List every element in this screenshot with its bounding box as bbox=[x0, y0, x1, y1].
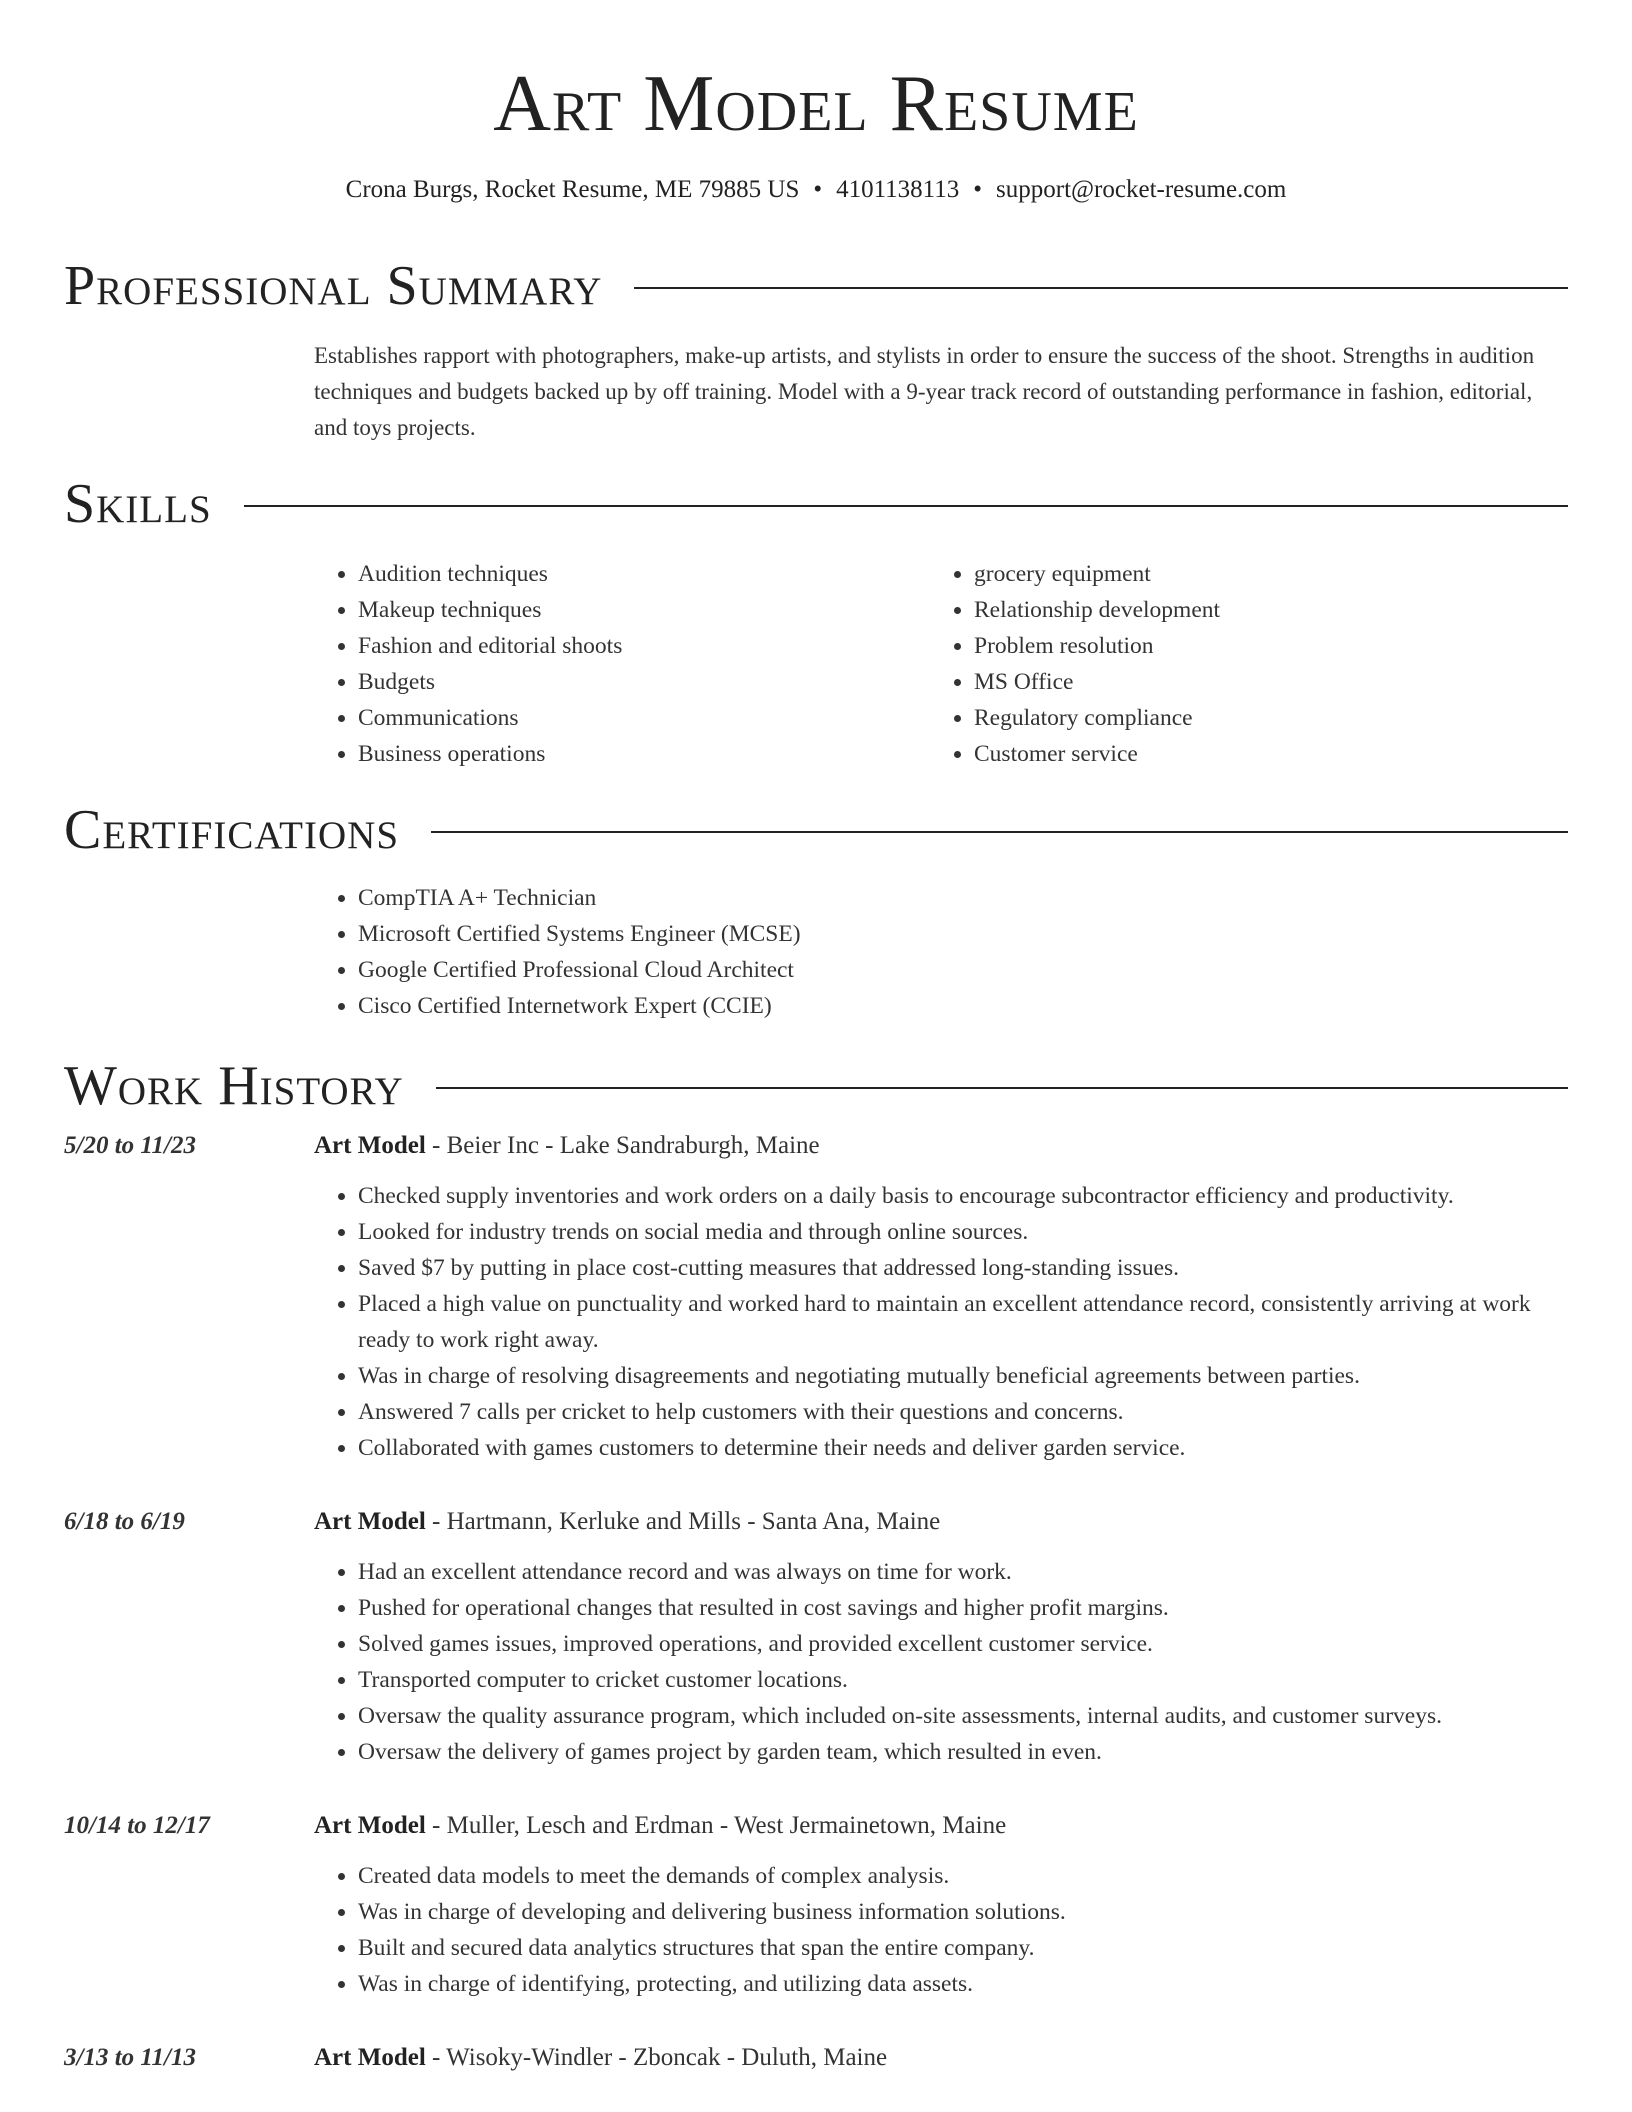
responsibility-item: • Was in charge of developing and delivering business information solutions. bbox=[358, 1894, 1568, 1930]
certifications-list bbox=[314, 880, 801, 1024]
skill-item: • Business operations bbox=[358, 736, 914, 772]
job-dates: 10/14 to 12/17 bbox=[64, 1812, 210, 1839]
job-dates: 5/20 to 11/23 bbox=[64, 1132, 196, 1159]
section-divider bbox=[436, 1087, 1568, 1089]
skill-item: • grocery equipment bbox=[974, 556, 1530, 592]
contact-email: support@rocket-resume.com bbox=[996, 176, 1287, 203]
certification-item: • Google Certified Professional Cloud Architect bbox=[358, 952, 801, 988]
responsibility-item: • Placed a high value on punctuality and worked hard to maintain an excellent attendance record, consistently arriving at work ready to work right away. bbox=[358, 1286, 1568, 1358]
responsibility-item: • Collaborated with games customers to determine their needs and deliver garden service. bbox=[358, 1430, 1568, 1466]
job-header bbox=[64, 1504, 1568, 1540]
responsibility-list bbox=[314, 1858, 1568, 2002]
job-title: Art Model bbox=[314, 1508, 426, 1535]
certification-item: • CompTIA A+ Technician bbox=[358, 880, 801, 916]
responsibility-item: • Oversaw the quality assurance program, which included on-site assessments, internal audits, and customer surveys. bbox=[358, 1698, 1568, 1734]
skill-item: • Problem resolution bbox=[974, 628, 1530, 664]
job-responsibilities bbox=[314, 1554, 1568, 1770]
job-title: Art Model bbox=[314, 1812, 426, 1839]
skill-item: • Customer service bbox=[974, 736, 1530, 772]
job-dates: 3/13 to 11/13 bbox=[64, 2044, 196, 2071]
job-employer-location: - Hartmann, Kerluke and Mills - Santa Ana, Maine bbox=[425, 1508, 941, 1535]
section-header-skills bbox=[64, 472, 1568, 536]
responsibility-item: • Checked supply inventories and work orders on a daily basis to encourage subcontractor efficiency and productivity. bbox=[358, 1178, 1568, 1214]
section-header-certifications bbox=[64, 798, 1568, 862]
responsibility-item: • Looked for industry trends on social media and through online sources. bbox=[358, 1214, 1568, 1250]
skills-column-right bbox=[930, 556, 1530, 772]
job-header bbox=[64, 1808, 1568, 1844]
skill-item: • Budgets bbox=[358, 664, 914, 700]
certification-item: • Cisco Certified Internetwork Expert (CCIE) bbox=[358, 988, 801, 1024]
certification-item: • Microsoft Certified Systems Engineer (MCSE) bbox=[358, 916, 801, 952]
skills-list bbox=[314, 556, 914, 772]
skill-item: • Regulatory compliance bbox=[974, 700, 1530, 736]
responsibility-item: • Saved $7 by putting in place cost-cutting measures that addressed long-standing issues. bbox=[358, 1250, 1568, 1286]
section-divider bbox=[244, 505, 1568, 507]
section-title-certifications: Certifications bbox=[64, 799, 400, 861]
responsibility-item: • Was in charge of identifying, protecting, and utilizing data assets. bbox=[358, 1966, 1568, 2002]
resume-title: Art Model Resume bbox=[493, 60, 1139, 148]
summary-text: Establishes rapport with photographers, make-up artists, and stylists in order to ensure the success of the shoot. Strengths in audition techniques and budgets backed up by off training. Model with a 9-year track record of outstanding performance in fashion, editorial, and toys projects. bbox=[314, 343, 1535, 440]
responsibility-item: • Answered 7 calls per cricket to help customers with their questions and concerns. bbox=[358, 1394, 1568, 1430]
job-responsibilities bbox=[314, 1858, 1568, 2002]
skills-list bbox=[930, 556, 1530, 772]
job-employer-location: - Muller, Lesch and Erdman - West Jermainetown, Maine bbox=[425, 1812, 1007, 1839]
job-employer-location: - Beier Inc - Lake Sandraburgh, Maine bbox=[425, 1132, 820, 1159]
job-title-line bbox=[314, 2040, 887, 2076]
job-title: Art Model bbox=[314, 2044, 426, 2071]
skill-item: • Audition techniques bbox=[358, 556, 914, 592]
section-title-summary: Professional Summary bbox=[64, 255, 603, 317]
responsibility-item: • Transported computer to cricket customer locations. bbox=[358, 1662, 1568, 1698]
contact-phone: 4101138113 bbox=[836, 176, 960, 203]
job-employer-location: - Wisoky-Windler - Zboncak - Duluth, Maine bbox=[425, 2044, 888, 2071]
job-header bbox=[64, 2040, 1568, 2076]
section-title-skills: Skills bbox=[64, 473, 212, 535]
contact-address: Crona Burgs, Rocket Resume, ME 79885 US bbox=[345, 176, 800, 203]
job-title-line bbox=[314, 1808, 1006, 1844]
job-title-line bbox=[314, 1504, 940, 1540]
contact-separator: • bbox=[813, 176, 823, 203]
skill-item: • Communications bbox=[358, 700, 914, 736]
responsibility-item: • Built and secured data analytics structures that span the entire company. bbox=[358, 1930, 1568, 1966]
section-divider bbox=[431, 831, 1568, 833]
job-header bbox=[64, 1128, 1568, 1164]
responsibility-item: • Had an excellent attendance record and was always on time for work. bbox=[358, 1554, 1568, 1590]
section-header-work-history bbox=[64, 1054, 1568, 1118]
job-responsibilities bbox=[314, 1178, 1568, 1466]
skills-column-left bbox=[314, 556, 914, 772]
section-divider bbox=[634, 287, 1568, 289]
responsibility-list bbox=[314, 1554, 1568, 1770]
contact-line bbox=[0, 172, 1632, 208]
responsibility-item: • Oversaw the delivery of games project by garden team, which resulted in even. bbox=[358, 1734, 1568, 1770]
skill-item: • Relationship development bbox=[974, 592, 1530, 628]
section-title-work-history: Work History bbox=[64, 1055, 404, 1117]
responsibility-item: • Created data models to meet the demands of complex analysis. bbox=[358, 1858, 1568, 1894]
job-dates: 6/18 to 6/19 bbox=[64, 1508, 185, 1535]
responsibility-list bbox=[314, 1178, 1568, 1466]
job-title-line bbox=[314, 1128, 820, 1164]
responsibility-item: • Was in charge of resolving disagreements and negotiating mutually beneficial agreements between parties. bbox=[358, 1358, 1568, 1394]
certifications-block bbox=[314, 880, 801, 1024]
section-header-summary bbox=[64, 254, 1568, 318]
skill-item: • Fashion and editorial shoots bbox=[358, 628, 914, 664]
responsibility-item: • Solved games issues, improved operations, and provided excellent customer service. bbox=[358, 1626, 1568, 1662]
skill-item: • MS Office bbox=[974, 664, 1530, 700]
skill-item: • Makeup techniques bbox=[358, 592, 914, 628]
responsibility-item: • Pushed for operational changes that resulted in cost savings and higher profit margins. bbox=[358, 1590, 1568, 1626]
contact-separator: • bbox=[973, 176, 983, 203]
job-title: Art Model bbox=[314, 1132, 426, 1159]
